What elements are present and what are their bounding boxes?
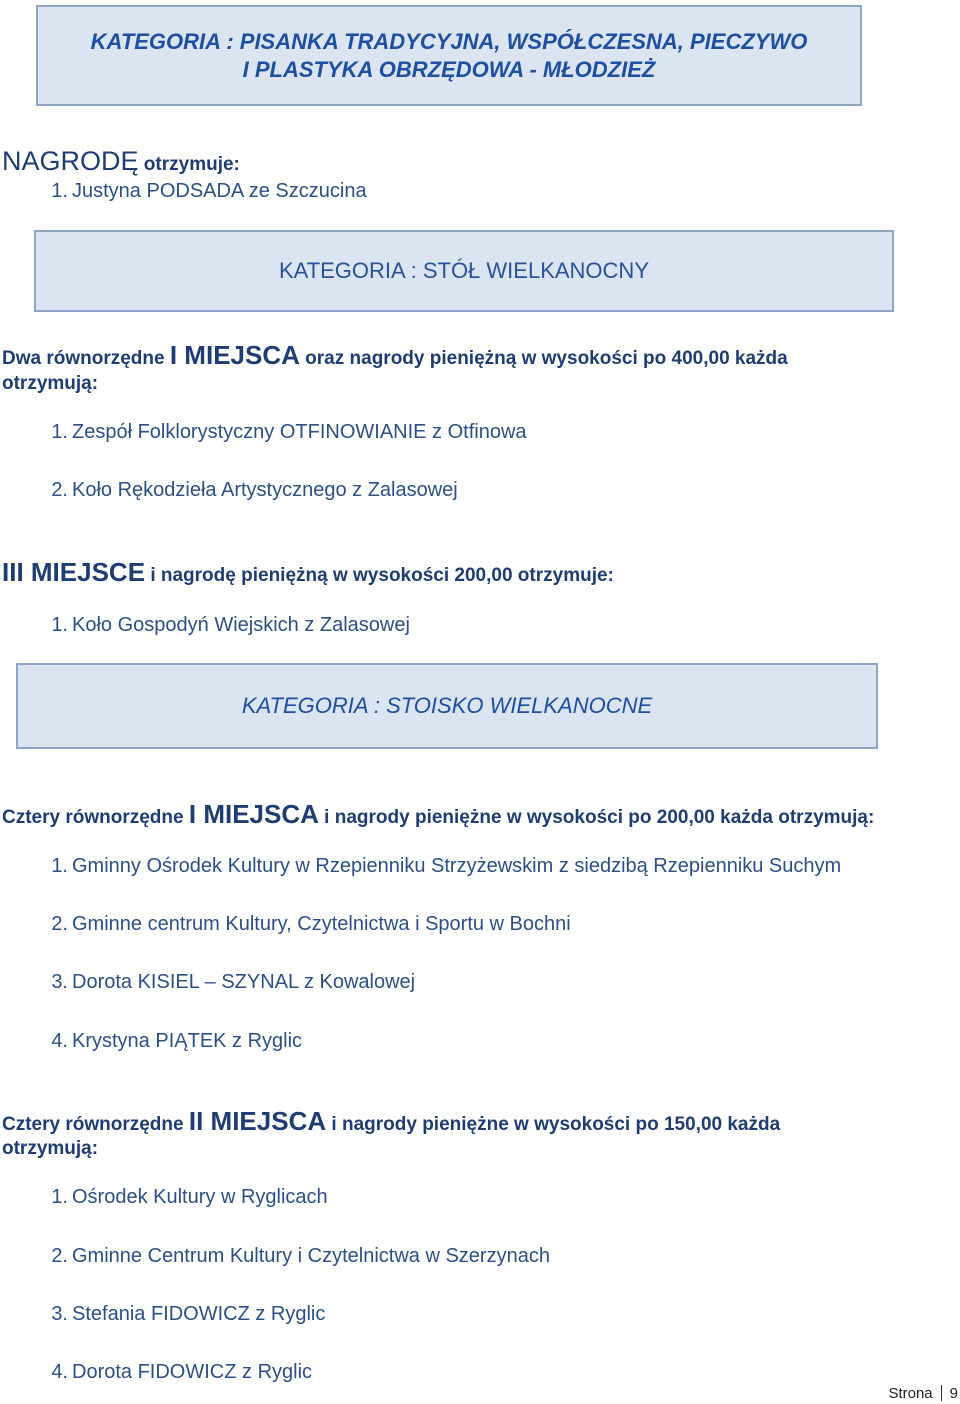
award-heading-cztery-i-miejsca: Cztery równorzędne I MIEJSCA i nagrody pieniężne w wysokości po 200,00 każda otrzymują: (2, 799, 875, 829)
category-box-stoisko (16, 663, 878, 749)
category-box-pisanka (36, 5, 862, 106)
list-item: 1. Gminny Ośrodek Kultury w Rzepienniku Strzyżewskim z siedzibą Rzepienniku Suchym (51, 855, 842, 877)
list-item: 2. Gminne Centrum Kultury i Czytelnictwa w Szerzynach (51, 1245, 550, 1267)
list-item: 4. Krystyna PIĄTEK z Ryglic (51, 1030, 303, 1052)
award-heading-line2: otrzymują: (2, 373, 99, 394)
list-item: 1. Zespół Folklorystyczny OTFINOWIANIE z Otfinowa (51, 421, 527, 443)
category-title-line1: KATEGORIA : PISANKA TRADYCYJNA, WSPÓŁCZESNA, PIECZYWO (90, 28, 808, 54)
award-label-rest: otrzymuje: (138, 154, 240, 175)
divider (941, 1385, 942, 1401)
award-heading-iii-miejsce: III MIEJSCE i nagrodę pieniężną w wysokości 200,00 otrzymuje: (2, 557, 614, 587)
list-item: 4. Dorota FIDOWICZ z Ryglic (51, 1361, 313, 1383)
category-title: KATEGORIA : STÓŁ WIELKANOCNY (278, 258, 649, 283)
list-item: 3. Dorota KISIEL – SZYNAL z Kowalowej (51, 971, 416, 993)
award-heading-i-miejsca: Dwa równorzędne I MIEJSCA oraz nagrody pieniężną w wysokości po 400,00 każda (2, 340, 788, 370)
award-heading-line2: otrzymują: (2, 1138, 99, 1159)
list-item: 1. Koło Gospodyń Wiejskich z Zalasowej (51, 614, 410, 636)
list-item: 2. Koło Rękodzieła Artystycznego z Zalasowej (51, 479, 458, 501)
award-heading-nagrode (2, 146, 240, 177)
category-title: KATEGORIA : STOISKO WIELKANOCNE (241, 693, 653, 718)
list-item: 1. Ośrodek Kultury w Ryglicach (51, 1186, 328, 1208)
award-heading-cztery-ii-miejsca: Cztery równorzędne II MIEJSCA i nagrody pieniężne w wysokości po 150,00 każda (2, 1106, 781, 1136)
award-label: NAGRODĘ (2, 146, 139, 176)
category-title-line2: I PLASTYKA OBRZĘDOWA - MŁODZIEŻ (242, 56, 656, 82)
list-item: 3. Stefania FIDOWICZ z Ryglic (51, 1303, 326, 1325)
page-footer (888, 1385, 958, 1402)
page-number: 9 (949, 1385, 958, 1402)
page-label: Strona (888, 1385, 933, 1402)
category-box-stol (34, 230, 894, 312)
list-item: 2. Gminne centrum Kultury, Czytelnictwa i Sportu w Bochni (51, 913, 571, 935)
list-item: 1. Justyna PODSADA ze Szczucina (51, 180, 367, 202)
